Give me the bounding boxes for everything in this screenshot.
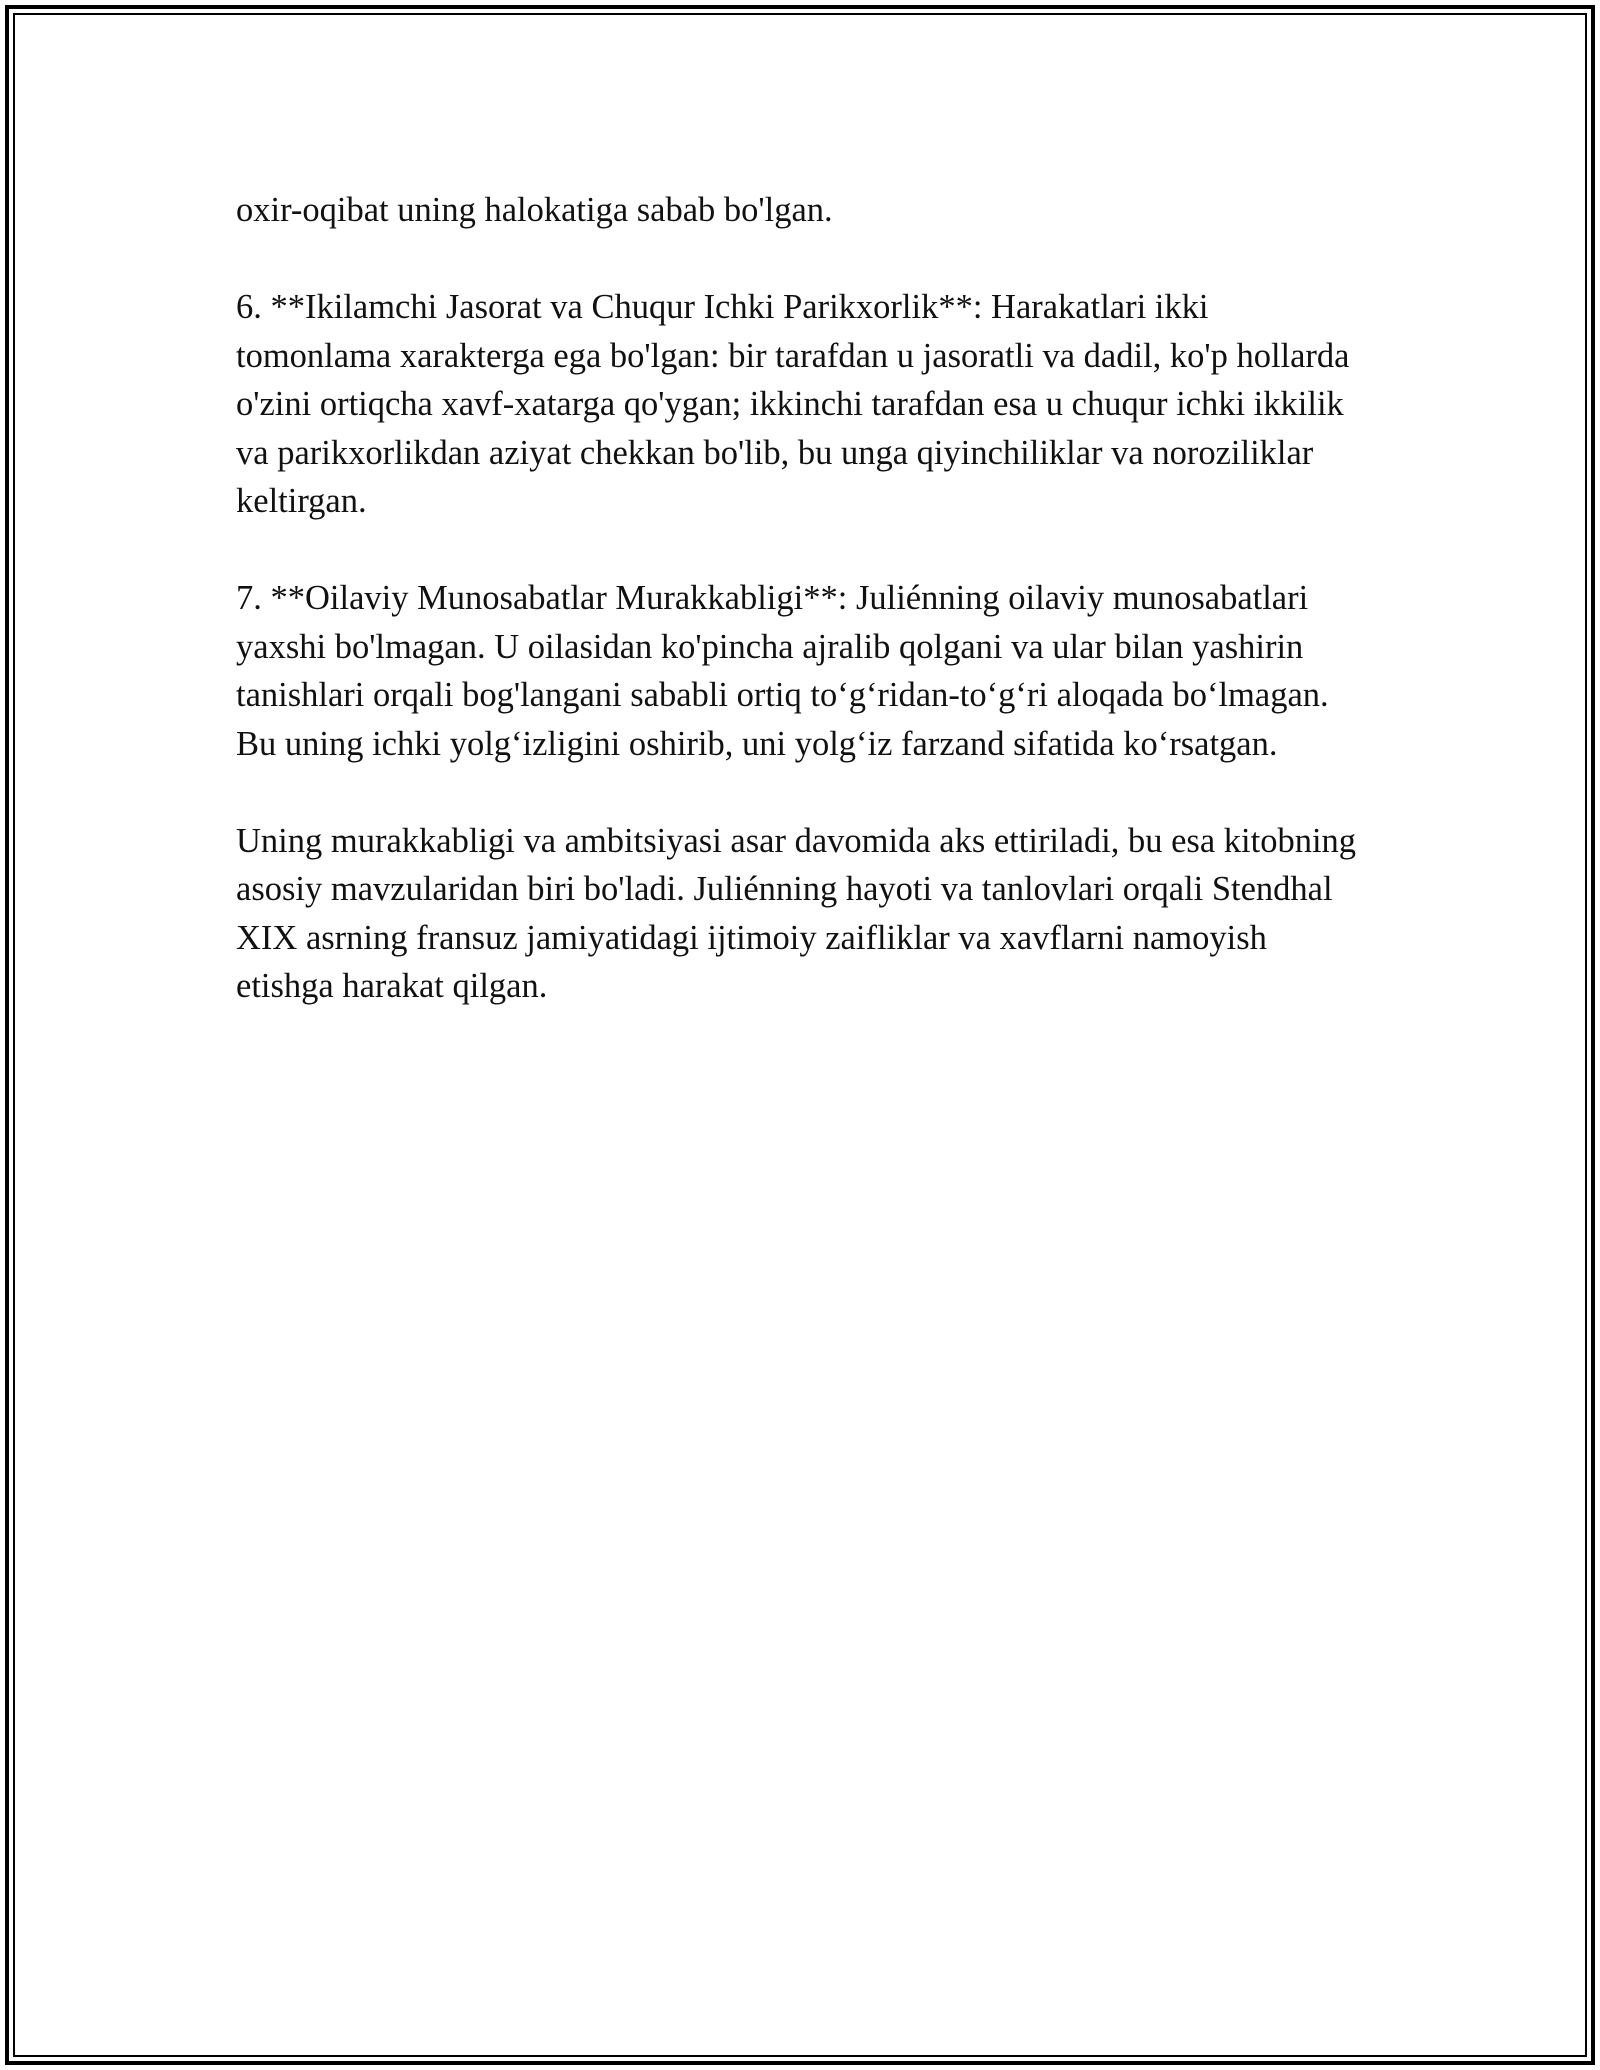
paragraph-continuation: oxir-oqibat uning halokatiga sabab bo'lgan.: [236, 191, 833, 229]
paragraph-item-6: 6. **Ikilamchi Jasorat va Chuqur Ichki Parikxorlik**: Harakatlari ikki tomonlama xarakterga ega bo'lgan: bir tarafdan u jasoratli va dadil, ko'p hollarda o'zini ortiqcha xavf-xatarga qo'ygan; ikkinchi tarafdan esa u chuqur ichki ikkilik va parikxorlikdan aziyat chekkan bo'lib, bu unga qiyinchiliklar va noroziliklar keltirgan.: [236, 288, 1350, 520]
document-body: [236, 186, 1366, 1011]
paragraph-item-7: 7. **Oilaviy Munosabatlar Murakkabligi**: Juliénning oilaviy munosabatlari yaxshi bo'lmagan. U oilasidan ko'pincha ajralib qolgani va ular bilan yashirin tanishlari orqali bog'langani sababli ortiq to‘g‘ridan-to‘g‘ri aloqada bo‘lmagan. Bu uning ichki yolg‘izligini oshirib, uni yolg‘iz farzand sifatida ko‘rsatgan.: [236, 579, 1329, 763]
paragraph-conclusion: Uning murakkabligi va ambitsiyasi asar davomida aks ettiriladi, bu esa kitobning asosiy mavzularidan biri bo'ladi. Juliénning hayoti va tanlovlari orqali Stendhal XIX asrning fransuz jamiyatidagi ijtimoiy zaifliklar va xavflarni namoyish etishga harakat qilgan.: [236, 821, 1357, 1005]
